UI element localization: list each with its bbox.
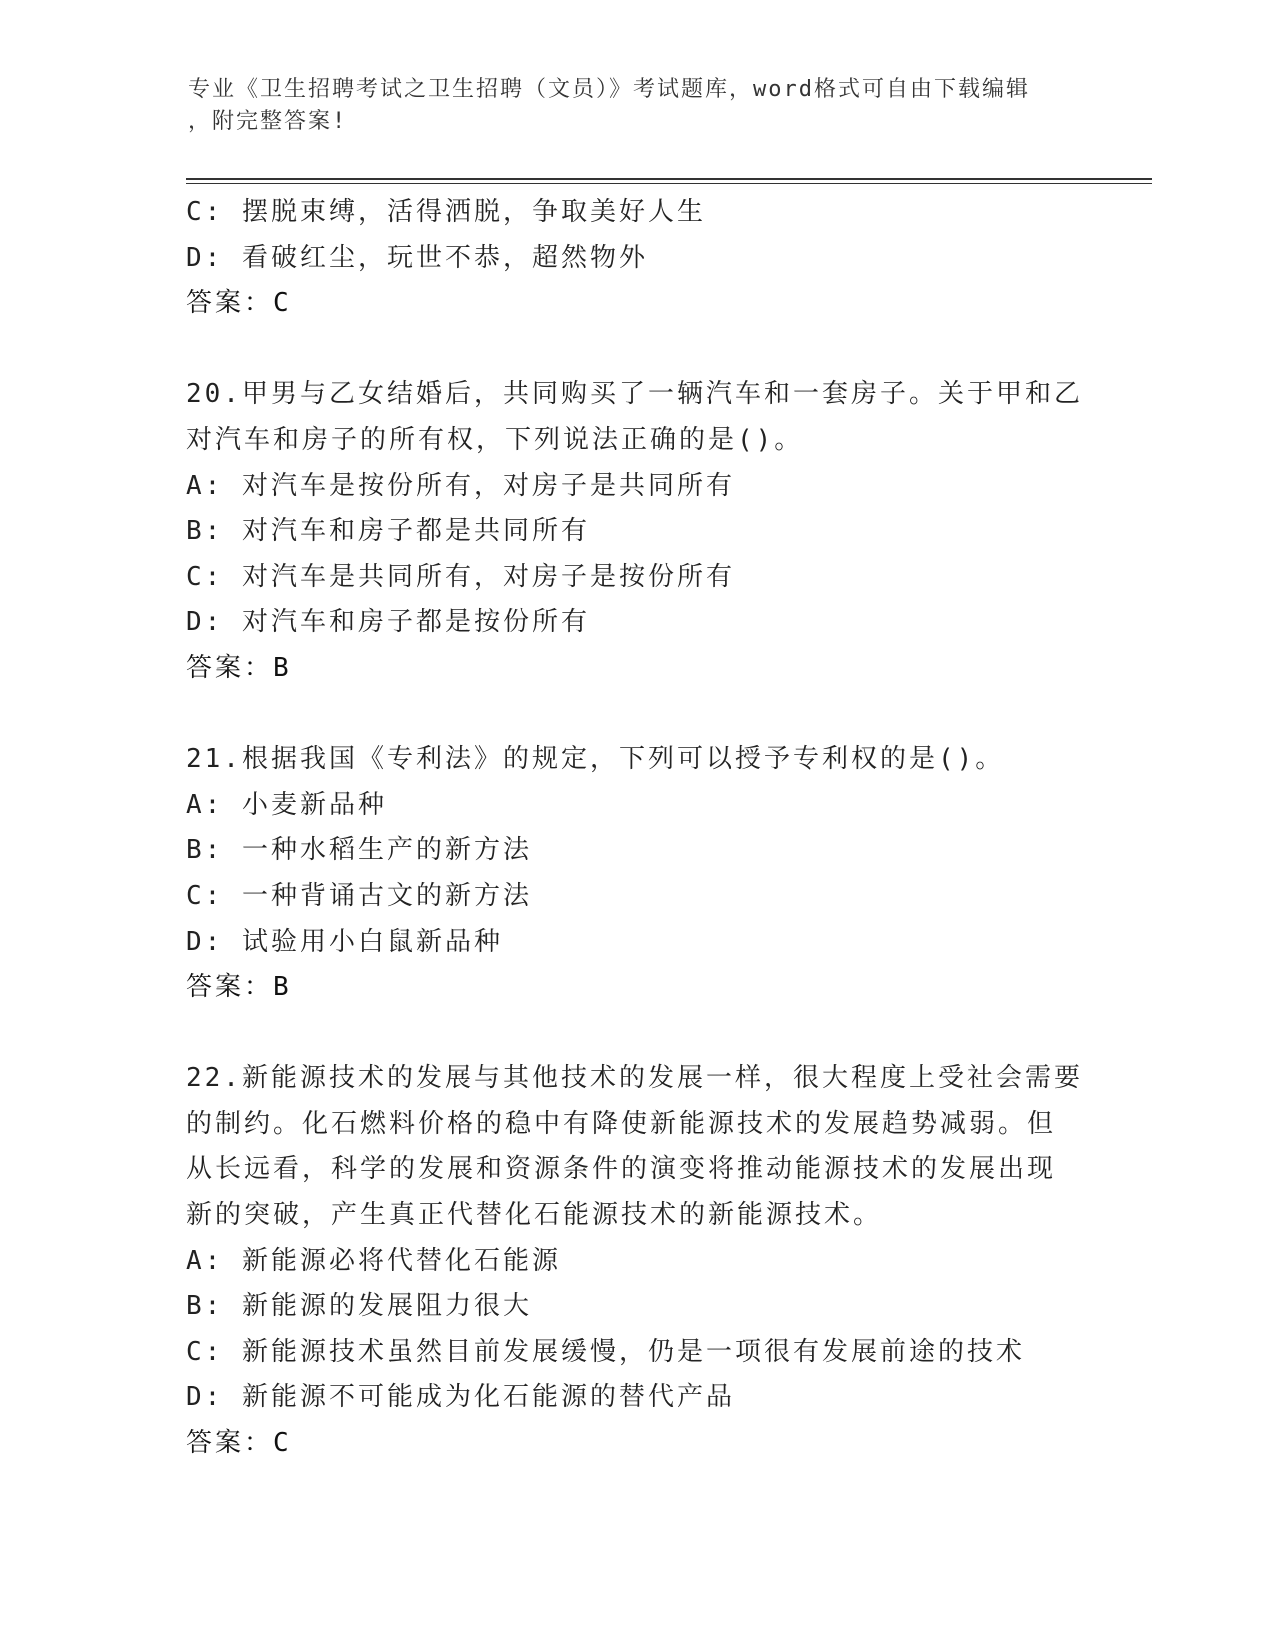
option-a: A: 小麦新品种 (186, 789, 387, 820)
spacer (186, 327, 1086, 373)
question-stem: 20.甲男与乙女结婚后，共同购买了一辆汽车和一套房子。关于甲和乙 (186, 379, 1083, 410)
option-b: B: 新能源的发展阻力很大 (186, 1291, 532, 1322)
answer: 答案：C (186, 1428, 292, 1459)
option-c: C: 新能源技术虽然目前发展缓慢，仍是一项很有发展前途的技术 (186, 1336, 1025, 1367)
option-d: D: 试验用小白鼠新品种 (186, 926, 503, 957)
question-stem: 新的突破，产生真正代替化石能源技术的新能源技术。 (186, 1200, 883, 1231)
option-d: D: 看破红尘，玩世不恭，超然物外 (186, 242, 648, 273)
option-c: C: 一种背诵古文的新方法 (186, 880, 532, 911)
question-22 (186, 1056, 1086, 1466)
question-list (186, 190, 1086, 1467)
option-b: B: 一种水稻生产的新方法 (186, 835, 532, 866)
question-stem: 21.根据我国《专利法》的规定，下列可以授予专利权的是()。 (186, 744, 1005, 775)
header-line: ，附完整答案! (188, 109, 348, 134)
option-d: D: 对汽车和房子都是按份所有 (186, 607, 590, 638)
option-a: A: 新能源必将代替化石能源 (186, 1245, 561, 1276)
spacer (186, 1011, 1086, 1057)
option-c: C: 对汽车是共同所有，对房子是按份所有 (186, 561, 735, 592)
question-19 (186, 190, 1086, 327)
question-stem: 22.新能源技术的发展与其他技术的发展一样，很大程度上受社会需要 (186, 1063, 1083, 1094)
option-c: C: 摆脱束缚，活得洒脱，争取美好人生 (186, 197, 706, 227)
option-b: B: 对汽车和房子都是共同所有 (186, 516, 590, 547)
spacer (186, 692, 1086, 738)
option-d: D: 新能源不可能成为化石能源的替代产品 (186, 1382, 735, 1413)
document-header (188, 74, 1068, 138)
option-a: A: 对汽车是按份所有，对房子是共同所有 (186, 470, 735, 501)
question-stem: 的制约。化石燃料价格的稳中有降使新能源技术的发展趋势减弱。但 (186, 1108, 1057, 1139)
answer: 答案：B (186, 652, 292, 683)
header-divider (186, 178, 1152, 184)
answer: 答案：B (186, 972, 292, 1003)
question-stem: 对汽车和房子的所有权，下列说法正确的是()。 (186, 424, 804, 455)
question-21 (186, 737, 1086, 1011)
answer: 答案：C (186, 288, 292, 319)
header-line: 专业《卫生招聘考试之卫生招聘（文员）》考试题库，word格式可自由下载编辑 (188, 77, 1030, 102)
question-20 (186, 372, 1086, 691)
question-stem: 从长远看，科学的发展和资源条件的演变将推动能源技术的发展出现 (186, 1154, 1057, 1185)
